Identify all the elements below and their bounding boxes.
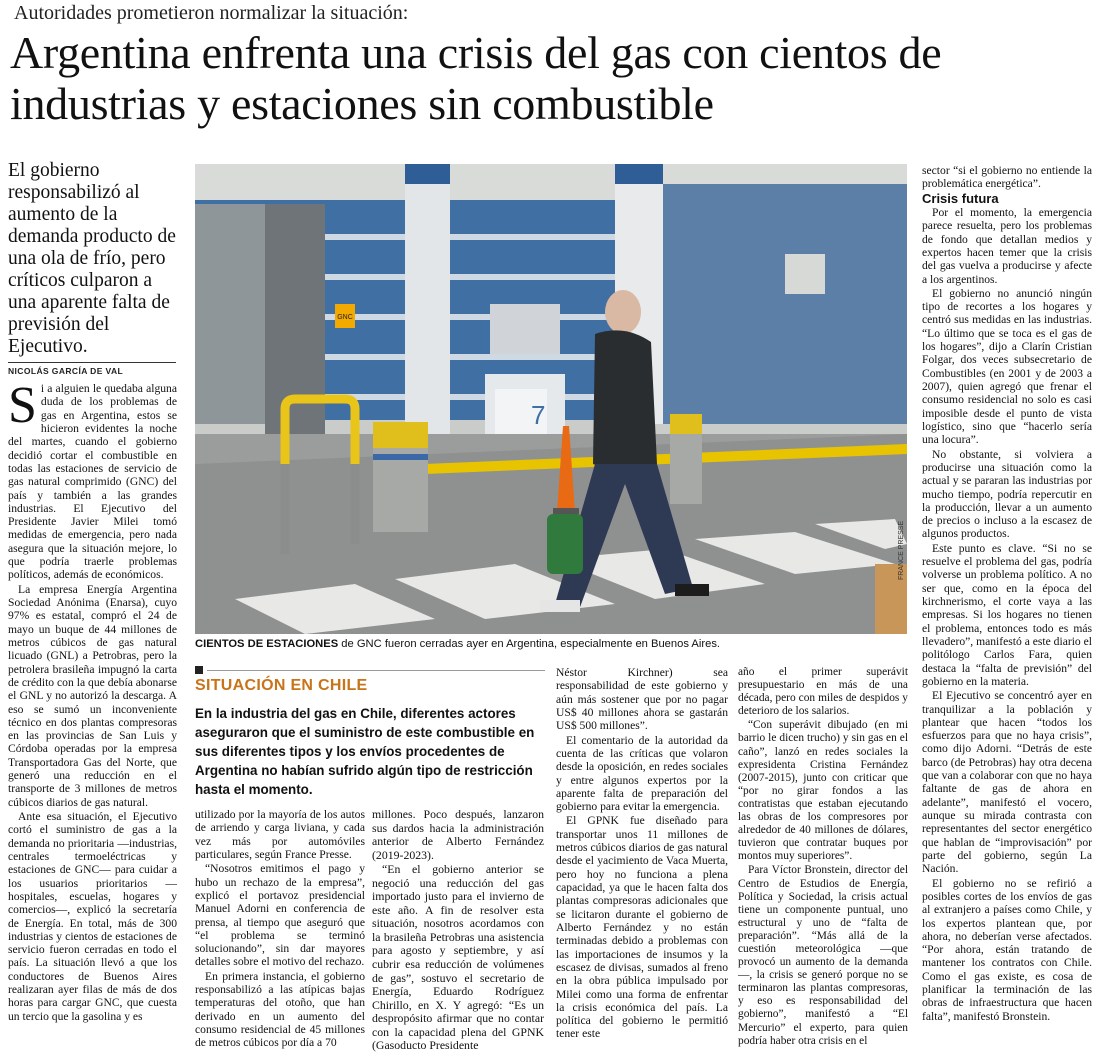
chile-section-title: SITUACIÓN EN CHILE <box>195 677 368 694</box>
paragraph: Este punto es clave. “Si no se resuelve el problema del gas, podría volverse un problema político. A no ser que, como en la época del kirchnerismo, el corte vaya a las empresas. Si los hogares no tienen el problema, entonces todo es más llevadero”, manifestó a este diario el politólogo Carlos Fara, quien destaca la “falta de previsión” del gobierno en la materia. <box>922 541 1092 688</box>
paragraph: Ante esa situación, el Ejecutivo cortó el suministro de gas a la demanda no prioritaria —industrias, centrales termoeléctricas y estaciones de GNC— para cuidar a los usuarios prioritarios —hospitales, escuelas, hogares y comercios—, explicó la secretaría de Energía. En total, más de 300 industrias y cientos de estaciones de servicio fueron cerradas en todo el país. La situación llevó a que los conductores de Buenos Aires realizaran ayer filas de más de dos horas para cargar GNC, que cuesta un tercio que la gasolina y es <box>8 810 177 1023</box>
paragraph: El gobierno no se refirió a posibles cortes de los envíos de gas al extranjero a países como Chile, y los expertos plantean que, por ahora, no deberían verse afectados. “Por ahora, están tratando de mantener los contratos con Chile. Como el gas existe, es cosa de planificar la terminación de las obras de infraestructura que hacen falta”, manifestó Bronstein. <box>922 876 1092 1023</box>
section-marker <box>195 666 203 674</box>
byline-rule <box>8 362 176 363</box>
gas-station-photo <box>195 164 907 634</box>
body-column-3 <box>372 808 544 1054</box>
chile-section-deck: En la industria del gas en Chile, diferentes actores aseguraron que el suministro de este combustible en sus diferentes tipos y los envíos procedentes de Argentina no habían sufrido algún tipo de restricción hasta el momento. <box>195 706 535 797</box>
pump-number: 7 <box>531 400 546 430</box>
paragraph: sector “si el gobierno no entiende la problemática energética”. <box>922 164 1092 191</box>
paragraph: No obstante, si volviera a producirse una situación como la actual y se pararan las industrias por mucho tiempo, podría repercutir en la producción, llevar a un aumento de precios o incluso a la escasez de algunos productos. <box>922 447 1092 541</box>
paragraph: Para Víctor Bronstein, director del Centro de Estudios de Energía, Política y Sociedad, la crisis actual tiene un componente puntual, uno estructural y uno de “falta de preparación”. “Más allá de la cuestión meteorológica —que provocó un aumento de la demanda—, la crisis se generó porque no se terminaron las plantas compresoras, y eso es responsabilidad del gobierno”, manifestó a “El Mercurio” el experto, para quien podría haber otra crisis en el <box>738 864 908 1047</box>
photo-caption <box>195 638 907 650</box>
body-column-5 <box>738 666 908 1049</box>
paragraph: El Ejecutivo se concentró ayer en tranquilizar a la población y plantear que hacen “todos los esfuerzos para que no haya crisis”, como dijo Adorni. “Detrás de este barco (de Petrobras) hay otra decena que van a colaborar con que no haya faltante de gas de ahora en adelante”, manifestó el vocero, aunque su mirada contrasta con representantes del sector energético que hablan de “improvisación” por parte del gobierno, según La Nación. <box>922 689 1092 876</box>
paragraph: La empresa Energía Argentina Sociedad Anónima (Enarsa), cuyo 97% es estatal, compró el 24 de mayo un buque de 44 millones de metros cúbicos de gas natural licuado (GNL) a Petrobras, pero la petrolera brasileña impugnó la carta de crédito con la que debía abonarse el GNL y no autorizó la descarga. A eso se sumó un inconveniente técnico en dos plantas compresoras en las provincias de San Luis y Córdoba operadas por la empresa Transportadora Gas del Norte, que generó una reducción en el transporte de 3 millones de metros cúbicos diarios de gas natural. <box>8 582 177 809</box>
paragraph: “Nosotros emitimos el pago y hubo un rechazo de la empresa”, explicó el portavoz presidencial Manuel Adorni en conferencia de prensa, al tiempo que aseguró que “el problema se terminó solucionando”, sin dar mayores detalles sobre el motivo del rechazo. <box>195 862 365 969</box>
byline: NICOLÁS GARCÍA DE VAL <box>8 366 124 376</box>
paragraph: i a alguien le quedaba alguna duda de los problemas de gas en Argentina, estos se hicieron evidentes la noche del martes, cuando el gobierno decidió cortar el combustible en todas las estaciones de servicio de gas natural comprimido (GNC) del país y también a las grandes industrias. El Ejecutivo del Presidente Javier Milei tomó medidas de emergencia, pero nada asegura que la situación mejore, lo que podría traerle problemas políticos, además de económicos. <box>8 382 177 582</box>
paragraph: millones. Poco después, lanzaron sus dardos hacia la administración anterior de Alberto Fernández (2019-2023). <box>372 807 544 862</box>
article-headline: Argentina enfrenta una crisis del gas con cientos de industrias y estaciones sin combustible <box>10 27 942 129</box>
body-column-6 <box>922 164 1092 1024</box>
body-column-1 <box>8 377 177 1024</box>
paragraph: En primera instancia, el gobierno responsabilizó a las atípicas bajas temperaturas del otoño, que han derivado en un aumento del consumo residencial de 45 millones de metros cúbicos por día a 70 <box>195 969 365 1050</box>
article-lede: El gobierno responsabilizó al aumento de la demanda producto de una ola de frío, pero críticos culparon a una aparente falta de previsión del Ejecutivo. <box>8 160 176 357</box>
paragraph: utilizado por la mayoría de los autos de arriendo y carga liviana, y cada vez más por automóviles particulares, según France Presse. <box>195 808 365 861</box>
caption-text: de GNC fueron cerradas ayer en Argentina, especialmente en Buenos Aires. <box>338 638 721 650</box>
paragraph: año el primer superávit presupuestario en más de una década, pero con miles de despidos y deterioro de los salarios. <box>738 666 908 718</box>
paragraph: El GPNK fue diseñado para transportar unos 11 millones de metros cúbicos diarios de gas natural desde el yacimiento de Vaca Muerta, pero hoy no funciona a plena capacidad, ya que le hacen falta dos plantas compresoras adicionales que se licitaron durante el gobierno de Alberto Fernández y no están terminadas debido a problemas con las importaciones de insumos y la escasez de divisas, sumados al freno en la obra pública impulsado por Milei como una forma de enfrentar la crisis económica del país. La política del gobierno le permitió tener este <box>556 814 728 1041</box>
subhead-crisis-futura: Crisis futura <box>922 190 999 206</box>
section-rule <box>207 670 545 671</box>
paragraph: Néstor Kirchner) sea responsabilidad de este gobierno y aún más sostener que por no pagar US$ 40 millones ahora se gastarán US$ 500 millones”. <box>556 666 728 733</box>
caption-lead: CIENTOS DE ESTACIONES <box>195 638 339 650</box>
article-kicker: Autoridades prometieron normalizar la situación: <box>14 2 409 24</box>
paragraph: Por el momento, la emergencia parece resuelta, pero los problemas de fondo que detallan medios y expertos hacen temer que la crisis del gas vuelva a producirse y afecte a los argentinos. <box>922 205 1092 286</box>
gnc-sign: GNC <box>337 314 353 321</box>
paragraph: “Con superávit dibujado (en mi barrio le dicen trucho) y sin gas en el caño”, lanzó en redes sociales la expresidenta Cristina Fernández (2007-2015), junto con criticar que “por no girar fondos a las contratistas que estaban ejecutando las obras de los compresores por alrededor de 40 millones de dólares, tuvieron que contratar buques por montos muy superiores”. <box>738 719 908 863</box>
body-column-2 <box>195 808 365 1051</box>
drop-cap: S <box>8 377 37 434</box>
body-column-4 <box>556 666 728 1042</box>
news-photo <box>195 164 907 634</box>
paragraph: El gobierno no anunció ningún tipo de recortes a los hogares y centró sus medidas en las industrias. “Lo último que se toca es el gas de los hogares”, dijo a Clarín Cristian Folgar, dos veces subsecretario de Combustibles (en 2001 y de 2003 a 2007), quien agregó que frenar el consumo residencial no solo es casi imposible desde el punto de vista logístico, sino que “hacerlo sería una locura”. <box>922 286 1092 447</box>
paragraph: “En el gobierno anterior se negoció una reducción del gas importado justo para el invierno de este año. A fin de resolver esta situación, nosotros acordamos con la brasileña Petrobras una asistencia para agosto y septiembre, y así cubrir esa reducción de volúmenes de gas”, sostuvo el secretario de Energía, Eduardo Rodríguez Chirillo, en X. Y agregó: “Es un despropósito afirmar que no contar con la capacidad plena del GPNK (Gasoducto Presidente <box>372 862 544 1053</box>
photo-credit: FRANCE PRESSE <box>898 520 905 580</box>
paragraph: El comentario de la autoridad da cuenta de las críticas que volaron desde la oposición, en redes sociales y entre algunos expertos por la aparente falta de preparación del gobierno para evitar la emergencia. <box>556 733 728 814</box>
